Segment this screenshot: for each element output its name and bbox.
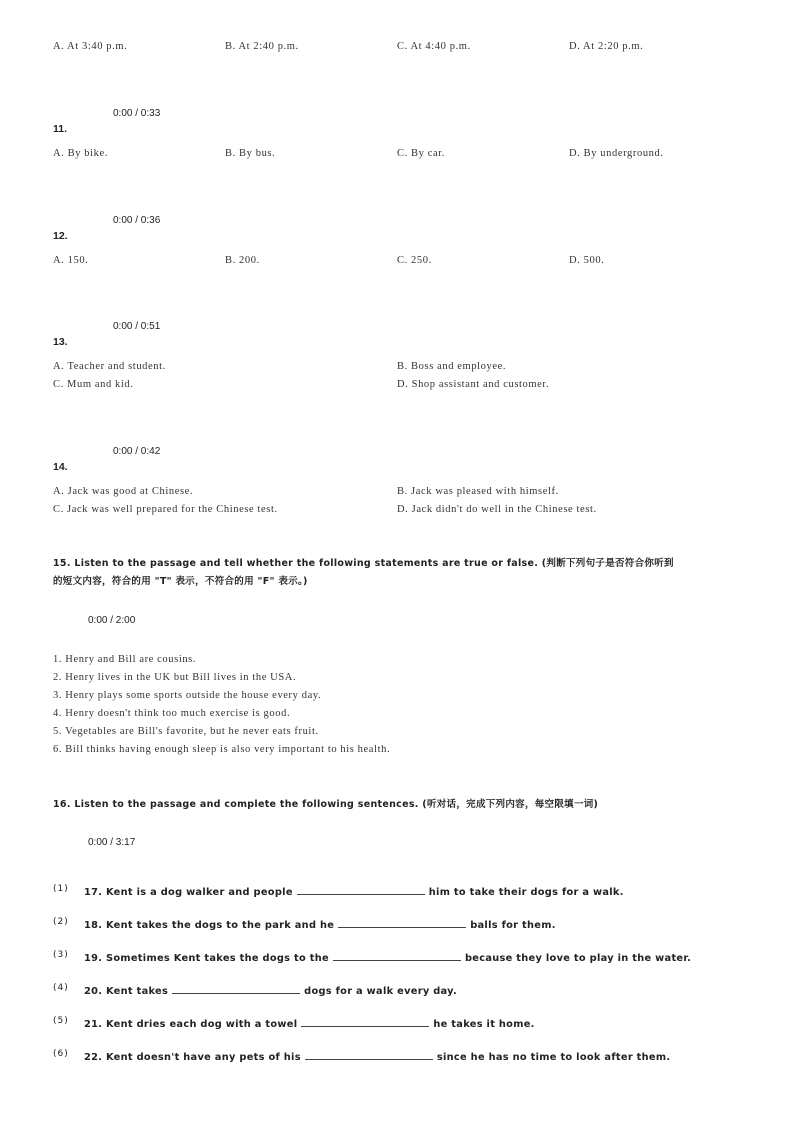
q12-audio-time[interactable]: 0:00 / 0:36 [113, 215, 161, 226]
q13-option-c: C. Mum and kid. [53, 379, 134, 390]
q16-heading: 16. Listen to the passage and complete the following sentences. (听对话，完成下列内容，每空限填一词) [53, 799, 599, 810]
answer-blank[interactable] [301, 1016, 429, 1027]
sentence-before: 21. Kent dries each dog with a towel [84, 1019, 298, 1030]
q10-option-d: D. At 2:20 p.m. [569, 41, 644, 52]
q16-item-1 [53, 878, 69, 896]
q14-number: 14. [53, 461, 68, 473]
q12-option-c: C. 250. [397, 255, 432, 266]
q15-heading-line1: 15. Listen to the passage and tell whether the following statements are true or false. (判断下列句子是否符合你听到 [53, 558, 674, 569]
q15-statement: 3. Henry plays some sports outside the house every day. [53, 690, 322, 701]
item-number: (5) [53, 1016, 69, 1026]
q12-option-a: A. 150. [53, 255, 89, 266]
q12-option-d: D. 500. [569, 255, 605, 266]
q16-item-4 [53, 977, 69, 995]
sentence-before: 19. Sometimes Kent takes the dogs to the [84, 953, 329, 964]
q13-option-a: A. Teacher and student. [53, 361, 166, 372]
sentence-after: him to take their dogs for a walk. [428, 887, 624, 898]
q12-number: 12. [53, 230, 68, 242]
q16-sentence-5 [84, 1016, 535, 1030]
answer-blank[interactable] [297, 884, 425, 895]
q10-option-b: B. At 2:40 p.m. [225, 41, 299, 52]
item-number: (2) [53, 917, 69, 927]
answer-blank[interactable] [338, 917, 466, 928]
item-number: (6) [53, 1049, 69, 1059]
sentence-after: dogs for a walk every day. [304, 986, 457, 997]
q16-item-2 [53, 911, 69, 929]
q16-sentence-3 [84, 950, 691, 964]
q16-item-6 [53, 1043, 69, 1061]
q15-statement: 6. Bill thinks having enough sleep is also very important to his health. [53, 744, 391, 755]
q11-audio-time[interactable]: 0:00 / 0:33 [113, 108, 161, 119]
answer-blank[interactable] [333, 950, 461, 961]
sentence-after: since he has no time to look after them. [436, 1052, 671, 1063]
sentence-before: 22. Kent doesn't have any pets of his [84, 1052, 301, 1063]
q13-number: 13. [53, 336, 68, 348]
q13-option-b: B. Boss and employee. [397, 361, 507, 372]
q14-audio-time[interactable]: 0:00 / 0:42 [113, 446, 161, 457]
q15-statement: 1. Henry and Bill are cousins. [53, 654, 197, 665]
answer-blank[interactable] [305, 1049, 433, 1060]
q14-option-d: D. Jack didn't do well in the Chinese test. [397, 504, 597, 515]
q16-item-3 [53, 944, 69, 962]
q16-sentence-6 [84, 1049, 670, 1063]
sentence-before: 20. Kent takes [84, 986, 169, 997]
q11-option-c: C. By car. [397, 148, 445, 159]
item-number: (4) [53, 983, 69, 993]
q14-option-b: B. Jack was pleased with himself. [397, 486, 559, 497]
q16-item-5 [53, 1010, 69, 1028]
item-number: (3) [53, 950, 69, 960]
q15-statement: 2. Henry lives in the UK but Bill lives in the USA. [53, 672, 297, 683]
sentence-before: 17. Kent is a dog walker and people [84, 887, 293, 898]
q13-audio-time[interactable]: 0:00 / 0:51 [113, 321, 161, 332]
q16-sentence-4 [84, 983, 457, 997]
sentence-after: because they love to play in the water. [464, 953, 692, 964]
q14-option-c: C. Jack was well prepared for the Chinese test. [53, 504, 278, 515]
q11-option-d: D. By underground. [569, 148, 664, 159]
q10-option-c: C. At 4:40 p.m. [397, 41, 471, 52]
sentence-after: he takes it home. [433, 1019, 535, 1030]
sentence-after: balls for them. [470, 920, 556, 931]
q15-audio-time[interactable]: 0:00 / 2:00 [88, 615, 136, 626]
q12-option-b: B. 200. [225, 255, 260, 266]
q14-option-a: A. Jack was good at Chinese. [53, 486, 194, 497]
q16-sentence-1 [84, 884, 624, 898]
q16-sentence-2 [84, 917, 556, 931]
q16-audio-time[interactable]: 0:00 / 3:17 [88, 837, 136, 848]
q10-option-a: A. At 3:40 p.m. [53, 41, 128, 52]
q15-heading-line2: 的短文内容，符合的用 "T" 表示，不符合的用 "F" 表示。) [53, 576, 308, 587]
sentence-before: 18. Kent takes the dogs to the park and he [84, 920, 335, 931]
q13-option-d: D. Shop assistant and customer. [397, 379, 550, 390]
answer-blank[interactable] [172, 983, 300, 994]
q11-option-a: A. By bike. [53, 148, 109, 159]
q11-option-b: B. By bus. [225, 148, 276, 159]
q11-number: 11. [53, 123, 68, 135]
item-number: (1) [53, 884, 69, 894]
q15-statement: 4. Henry doesn't think too much exercise is good. [53, 708, 291, 719]
q15-statement: 5. Vegetables are Bill's favorite, but he never eats fruit. [53, 726, 319, 737]
